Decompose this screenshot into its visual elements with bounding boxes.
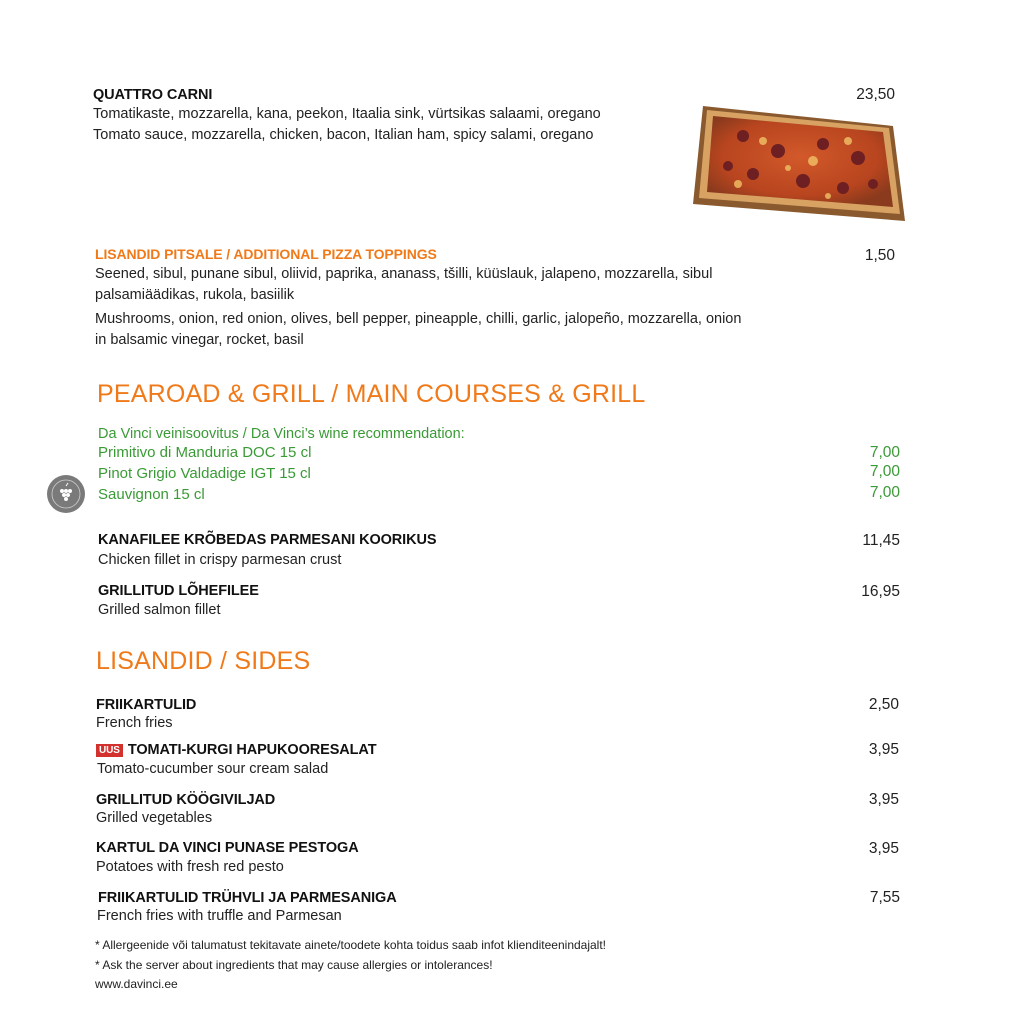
wine-price-2: 7,00 bbox=[869, 463, 900, 480]
side-desc-2: Tomato-cucumber sour cream salad bbox=[97, 761, 329, 777]
side-name-2: TOMATI-KURGI HAPUKOORESALAT bbox=[127, 742, 377, 758]
toppings-line-4: in balsamic vinegar, rocket, basil bbox=[95, 332, 304, 348]
website-link[interactable]: www.davinci.ee bbox=[95, 977, 178, 991]
side-name-4: KARTUL DA VINCI PUNASE PESTOGA bbox=[96, 840, 359, 856]
toppings-title: LISANDID PITSALE / ADDITIONAL PIZZA TOPPINGS bbox=[95, 246, 437, 262]
allergy-note-et: * Allergeenide või talumatust tekitavate ainete/toodete kohta toidus saab infot klienditeenindajalt! bbox=[95, 938, 607, 952]
item-desc-et: Tomatikaste, mozzarella, kana, peekon, Itaalia sink, vürtsikas salaami, oregano bbox=[93, 106, 601, 122]
allergy-note-en: * Ask the server about ingredients that may cause allergies or intolerances! bbox=[95, 958, 493, 972]
side-price-2: 3,95 bbox=[868, 741, 899, 758]
side-desc-5: French fries with truffle and Parmesan bbox=[97, 908, 342, 924]
side-desc-4: Potatoes with fresh red pesto bbox=[96, 859, 284, 875]
side-name-5: FRIIKARTULID TRÜHVLI JA PARMESANIGA bbox=[98, 890, 397, 906]
side-price-1: 2,50 bbox=[868, 696, 899, 713]
main-item-price-1: 11,45 bbox=[862, 532, 900, 549]
side-desc-1: French fries bbox=[96, 715, 173, 731]
side-name-1: FRIIKARTULID bbox=[96, 697, 197, 713]
main-item-name-1: KANAFILEE KRÕBEDAS PARMESANI KOORIKUS bbox=[98, 532, 437, 548]
side-name-2-row bbox=[96, 742, 376, 758]
new-badge: UUS bbox=[96, 744, 123, 757]
item-desc-en: Tomato sauce, mozzarella, chicken, bacon, Italian ham, spicy salami, oregano bbox=[93, 127, 594, 143]
toppings-price: 1,50 bbox=[864, 247, 895, 264]
wine-1: Primitivo di Manduria DOC 15 cl bbox=[98, 444, 312, 461]
toppings-line-2: palsamiäädikas, rukola, basiilik bbox=[95, 287, 295, 303]
wine-intro: Da Vinci veinisoovitus / Da Vinci’s wine recommendation: bbox=[98, 426, 465, 442]
item-name-quattro-carni: QUATTRO CARNI bbox=[93, 87, 213, 103]
side-desc-3: Grilled vegetables bbox=[96, 810, 213, 826]
side-price-4: 3,95 bbox=[868, 840, 899, 857]
pizza-image bbox=[683, 96, 913, 236]
wine-seal-icon bbox=[46, 474, 86, 514]
section-title-main: PEAROAD & GRILL / MAIN COURSES & GRILL bbox=[97, 380, 646, 408]
wine-3: Sauvignon 15 cl bbox=[98, 486, 205, 503]
toppings-line-3: Mushrooms, onion, red onion, olives, bell pepper, pineapple, chilli, garlic, jalopeño, mozzarella, onion bbox=[95, 311, 742, 327]
side-name-3: GRILLITUD KÖÖGIVILJAD bbox=[96, 792, 276, 808]
wine-2: Pinot Grigio Valdadige IGT 15 cl bbox=[98, 465, 311, 482]
side-price-3: 3,95 bbox=[868, 791, 899, 808]
main-item-desc-1: Chicken fillet in crispy parmesan crust bbox=[98, 552, 342, 568]
main-item-name-2: GRILLITUD LÕHEFILEE bbox=[98, 583, 259, 599]
toppings-line-1: Seened, sibul, punane sibul, oliivid, paprika, ananass, tšilli, küüslauk, jalapeno, mozzarella, sibul bbox=[95, 266, 713, 282]
wine-price-3: 7,00 bbox=[869, 484, 900, 501]
item-price: 23,50 bbox=[856, 86, 895, 103]
side-price-5: 7,55 bbox=[869, 889, 900, 906]
main-item-desc-2: Grilled salmon fillet bbox=[98, 602, 221, 618]
section-title-sides: LISANDID / SIDES bbox=[96, 647, 311, 675]
wine-price-1: 7,00 bbox=[869, 444, 900, 461]
main-item-price-2: 16,95 bbox=[861, 583, 900, 600]
